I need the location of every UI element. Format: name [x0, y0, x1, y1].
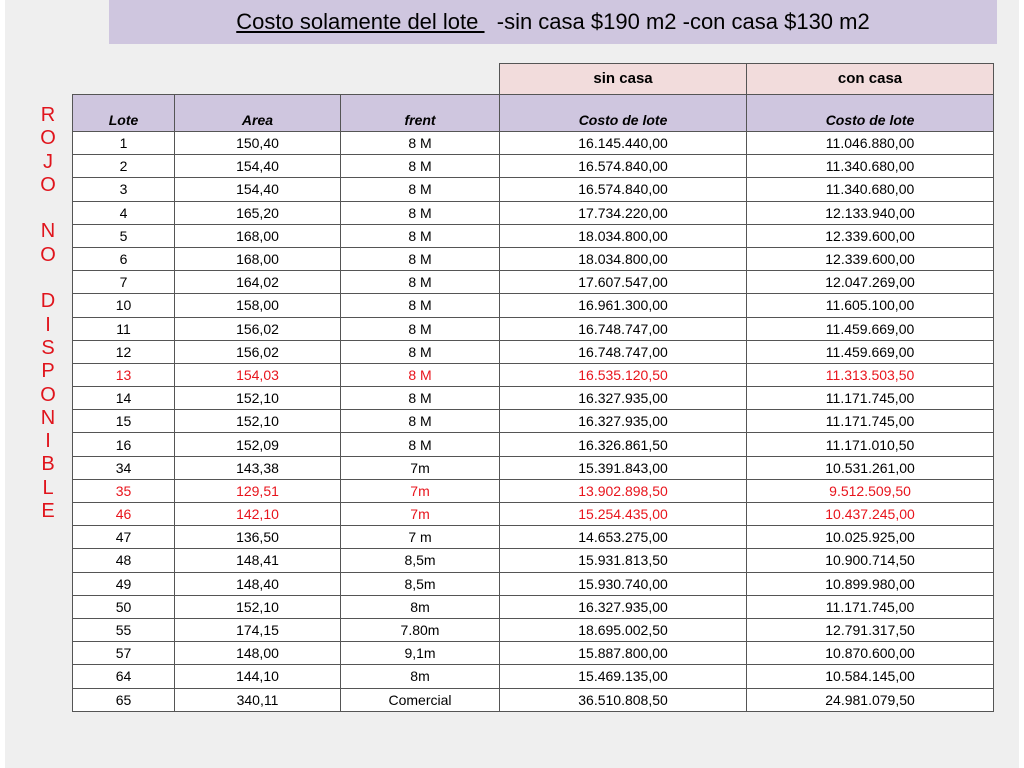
cell-costo-con-casa: 11.171.745,00 [747, 387, 994, 410]
column-header-lote: Lote [73, 95, 175, 132]
cell-lote: 64 [73, 665, 175, 688]
cell-area: 152,10 [175, 387, 341, 410]
cell-lote: 55 [73, 618, 175, 641]
cell-costo-con-casa: 11.046.880,00 [747, 132, 994, 155]
cell-costo-sin-casa: 16.574.840,00 [500, 155, 747, 178]
side-letter: O [40, 127, 56, 150]
side-letter: E [41, 500, 55, 523]
cell-area: 156,02 [175, 340, 341, 363]
cell-area: 129,51 [175, 479, 341, 502]
table-row [73, 572, 994, 595]
cell-frent: 8m [341, 595, 500, 618]
table-row [73, 178, 994, 201]
cell-lote: 48 [73, 549, 175, 572]
cell-costo-con-casa: 10.584.145,00 [747, 665, 994, 688]
cell-area: 174,15 [175, 618, 341, 641]
table-row [73, 456, 994, 479]
side-letter: D [40, 290, 56, 313]
cell-lote: 3 [73, 178, 175, 201]
blank-header-area [73, 64, 500, 95]
cell-costo-con-casa: 9.512.509,50 [747, 479, 994, 502]
cell-costo-sin-casa: 16.748.747,00 [500, 317, 747, 340]
cell-lote: 7 [73, 271, 175, 294]
cell-area: 142,10 [175, 503, 341, 526]
title-banner [109, 0, 997, 44]
cell-costo-con-casa: 10.437.245,00 [747, 503, 994, 526]
cell-costo-con-casa: 12.339.600,00 [747, 224, 994, 247]
side-letter: N [40, 220, 56, 243]
cell-costo-sin-casa: 16.327.935,00 [500, 410, 747, 433]
cell-costo-sin-casa: 16.574.840,00 [500, 178, 747, 201]
cell-area: 154,40 [175, 155, 341, 178]
lot-price-table [72, 63, 994, 712]
cell-area: 148,40 [175, 572, 341, 595]
cell-costo-con-casa: 10.900.714,50 [747, 549, 994, 572]
cell-frent: 8 M [341, 155, 500, 178]
column-header-costo-sin-casa: Costo de lote [500, 95, 747, 132]
cell-lote: 2 [73, 155, 175, 178]
cell-area: 144,10 [175, 665, 341, 688]
cell-lote: 34 [73, 456, 175, 479]
table-body [73, 132, 994, 712]
cell-area: 148,00 [175, 642, 341, 665]
cell-costo-sin-casa: 15.391.843,00 [500, 456, 747, 479]
cell-frent: 8 M [341, 363, 500, 386]
cell-costo-con-casa: 11.171.745,00 [747, 595, 994, 618]
table-row [73, 155, 994, 178]
cell-frent: 7.80m [341, 618, 500, 641]
table-row [73, 317, 994, 340]
cell-lote: 6 [73, 247, 175, 270]
cell-area: 154,40 [175, 178, 341, 201]
cell-area: 152,09 [175, 433, 341, 456]
table-row [73, 271, 994, 294]
cell-costo-sin-casa: 15.254.435,00 [500, 503, 747, 526]
side-letter: S [41, 336, 55, 359]
cell-costo-sin-casa: 14.653.275,00 [500, 526, 747, 549]
cell-costo-sin-casa: 15.469.135,00 [500, 665, 747, 688]
cell-costo-sin-casa: 15.887.800,00 [500, 642, 747, 665]
cell-frent: 8 M [341, 340, 500, 363]
cell-frent: 8 M [341, 178, 500, 201]
cell-frent: 8 M [341, 410, 500, 433]
cell-costo-con-casa: 10.870.600,00 [747, 642, 994, 665]
cell-costo-sin-casa: 13.902.898,50 [500, 479, 747, 502]
cell-area: 152,10 [175, 410, 341, 433]
cell-area: 156,02 [175, 317, 341, 340]
side-letter: I [45, 430, 51, 453]
cell-costo-sin-casa: 18.695.002,50 [500, 618, 747, 641]
table-row [73, 526, 994, 549]
side-letter: J [43, 150, 53, 173]
cell-frent: 8 M [341, 201, 500, 224]
cell-lote: 4 [73, 201, 175, 224]
cell-costo-con-casa: 12.791.317,50 [747, 618, 994, 641]
cell-costo-con-casa: 11.313.503,50 [747, 363, 994, 386]
cell-area: 143,38 [175, 456, 341, 479]
cell-area: 340,11 [175, 688, 341, 711]
cell-frent: 8 M [341, 294, 500, 317]
title-prices: -sin casa $190 m2 -con casa $130 m2 [484, 9, 870, 34]
table-row [73, 410, 994, 433]
cell-costo-con-casa: 10.899.980,00 [747, 572, 994, 595]
table-row [73, 688, 994, 711]
cell-costo-con-casa: 11.171.010,50 [747, 433, 994, 456]
cell-costo-sin-casa: 18.034.800,00 [500, 224, 747, 247]
cell-area: 154,03 [175, 363, 341, 386]
cell-costo-sin-casa: 36.510.808,50 [500, 688, 747, 711]
cell-costo-con-casa: 11.459.669,00 [747, 317, 994, 340]
cell-lote: 12 [73, 340, 175, 363]
cell-area: 165,20 [175, 201, 341, 224]
table-row [73, 294, 994, 317]
cell-lote: 10 [73, 294, 175, 317]
column-header-costo-con-casa: Costo de lote [747, 95, 994, 132]
table-row-unavailable [73, 479, 994, 502]
cell-lote: 46 [73, 503, 175, 526]
table-row [73, 433, 994, 456]
cell-area: 152,10 [175, 595, 341, 618]
cell-lote: 49 [73, 572, 175, 595]
cell-lote: 47 [73, 526, 175, 549]
cell-costo-con-casa: 12.133.940,00 [747, 201, 994, 224]
side-letter: B [41, 453, 55, 476]
cell-frent: 8,5m [341, 549, 500, 572]
column-header-area: Area [175, 95, 341, 132]
cell-area: 136,50 [175, 526, 341, 549]
table-row [73, 132, 994, 155]
table-row [73, 340, 994, 363]
cell-area: 168,00 [175, 224, 341, 247]
table-row [73, 387, 994, 410]
cell-frent: 8 M [341, 317, 500, 340]
table-row [73, 595, 994, 618]
cell-frent: 8 M [341, 433, 500, 456]
cell-costo-sin-casa: 16.145.440,00 [500, 132, 747, 155]
table-row [73, 549, 994, 572]
cell-costo-con-casa: 24.981.079,50 [747, 688, 994, 711]
cell-costo-con-casa: 12.047.269,00 [747, 271, 994, 294]
cell-costo-sin-casa: 17.607.547,00 [500, 271, 747, 294]
cell-lote: 16 [73, 433, 175, 456]
cell-costo-con-casa: 11.171.745,00 [747, 410, 994, 433]
cell-costo-sin-casa: 15.930.740,00 [500, 572, 747, 595]
cell-frent: 9,1m [341, 642, 500, 665]
cell-costo-sin-casa: 17.734.220,00 [500, 201, 747, 224]
title-main: Costo solamente del lote [236, 9, 485, 34]
cell-frent: 8 M [341, 387, 500, 410]
side-letter: P [41, 360, 55, 383]
cell-frent: 8 M [341, 132, 500, 155]
side-letter: R [40, 104, 56, 126]
side-letter: N [40, 406, 56, 429]
cell-costo-con-casa: 11.340.680,00 [747, 155, 994, 178]
column-header-frent: frent [341, 95, 500, 132]
table-row-unavailable [73, 503, 994, 526]
table-row-unavailable [73, 363, 994, 386]
cell-frent: 7m [341, 503, 500, 526]
cell-area: 158,00 [175, 294, 341, 317]
cell-frent: Comercial [341, 688, 500, 711]
cell-costo-con-casa: 11.605.100,00 [747, 294, 994, 317]
cell-frent: 7 m [341, 526, 500, 549]
cell-lote: 14 [73, 387, 175, 410]
cell-costo-con-casa: 10.531.261,00 [747, 456, 994, 479]
cell-lote: 35 [73, 479, 175, 502]
cell-lote: 15 [73, 410, 175, 433]
cell-lote: 57 [73, 642, 175, 665]
cell-frent: 8,5m [341, 572, 500, 595]
cell-lote: 50 [73, 595, 175, 618]
side-letter: O [40, 173, 56, 196]
cell-area: 168,00 [175, 247, 341, 270]
cell-costo-sin-casa: 16.327.935,00 [500, 387, 747, 410]
cell-costo-con-casa: 12.339.600,00 [747, 247, 994, 270]
cell-costo-sin-casa: 16.327.935,00 [500, 595, 747, 618]
side-letter: O [40, 243, 56, 266]
cell-area: 164,02 [175, 271, 341, 294]
cell-costo-sin-casa: 18.034.800,00 [500, 247, 747, 270]
cell-frent: 8 M [341, 224, 500, 247]
table-row [73, 224, 994, 247]
cell-costo-con-casa: 11.459.669,00 [747, 340, 994, 363]
side-letter: I [45, 313, 51, 336]
cell-lote: 1 [73, 132, 175, 155]
group-header-sin-casa: sin casa [500, 64, 747, 95]
cell-frent: 8 M [341, 271, 500, 294]
table-row [73, 618, 994, 641]
group-header-con-casa: con casa [747, 64, 994, 95]
table-row [73, 665, 994, 688]
table-row [73, 201, 994, 224]
side-letter: O [40, 383, 56, 406]
cell-area: 150,40 [175, 132, 341, 155]
cell-costo-sin-casa: 16.326.861,50 [500, 433, 747, 456]
cell-costo-con-casa: 11.340.680,00 [747, 178, 994, 201]
cell-lote: 11 [73, 317, 175, 340]
cell-lote: 65 [73, 688, 175, 711]
cell-lote: 13 [73, 363, 175, 386]
cell-costo-sin-casa: 16.961.300,00 [500, 294, 747, 317]
table-row [73, 642, 994, 665]
table-row [73, 247, 994, 270]
cell-lote: 5 [73, 224, 175, 247]
rojo-no-disponible-label [35, 104, 61, 523]
cell-costo-con-casa: 10.025.925,00 [747, 526, 994, 549]
cell-costo-sin-casa: 15.931.813,50 [500, 549, 747, 572]
cell-costo-sin-casa: 16.535.120,50 [500, 363, 747, 386]
cell-frent: 7m [341, 456, 500, 479]
side-letter: L [42, 476, 54, 499]
cell-frent: 8 M [341, 247, 500, 270]
cell-frent: 8m [341, 665, 500, 688]
cell-frent: 7m [341, 479, 500, 502]
cell-area: 148,41 [175, 549, 341, 572]
cell-costo-sin-casa: 16.748.747,00 [500, 340, 747, 363]
